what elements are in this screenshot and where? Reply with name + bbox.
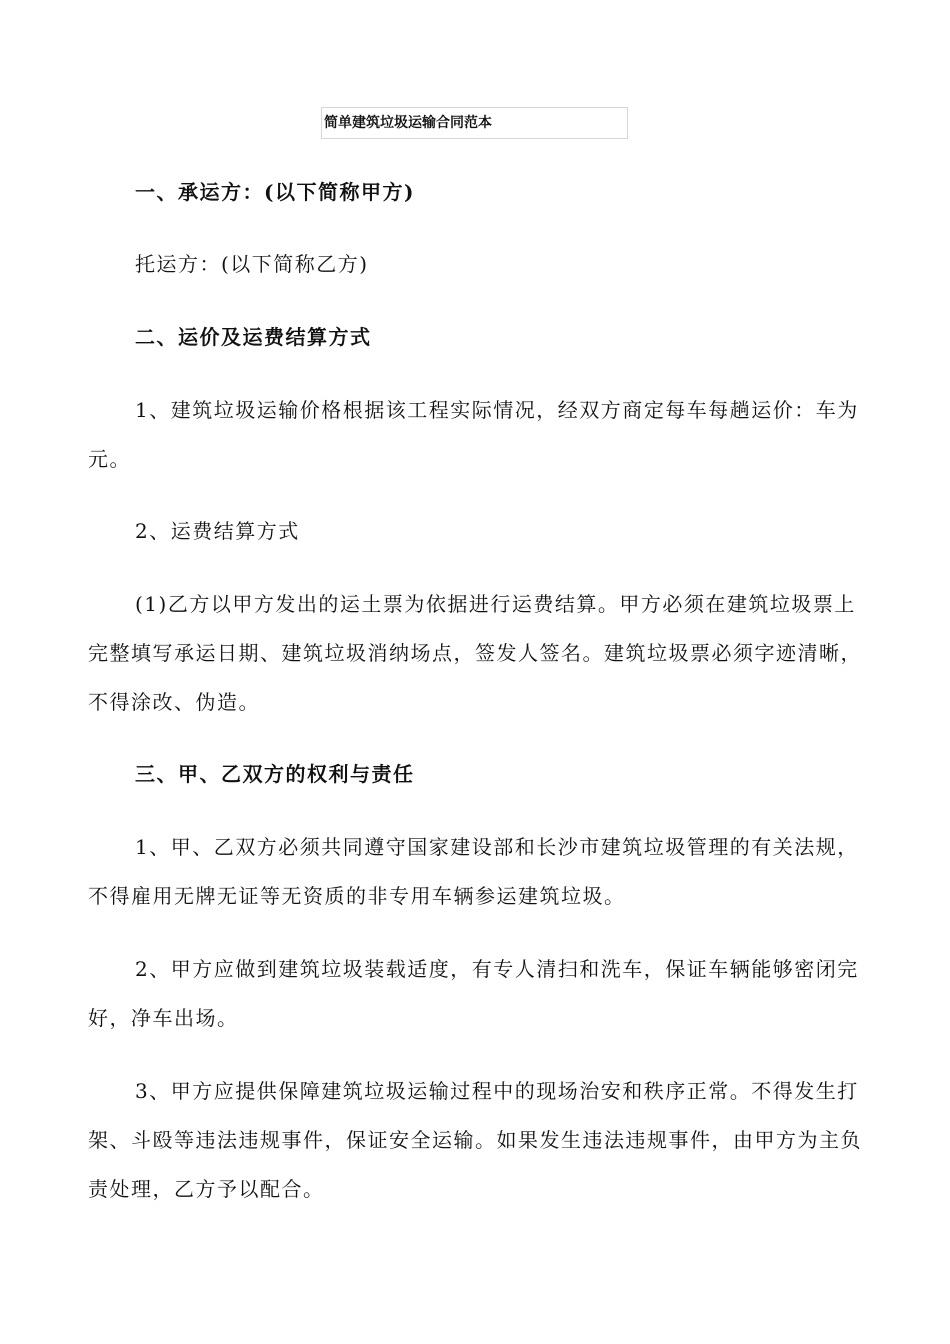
paragraph-settlement-method: 2、运费结算方式 xyxy=(135,519,300,543)
document-title: 简单建筑垃圾运输合同范本 xyxy=(321,107,628,139)
section-heading-3: 三、甲、乙双方的权利与责任 xyxy=(135,762,415,786)
paragraph-settlement-detail: (1)乙方以甲方发出的运土票为依据进行运费结算。甲方必须在建筑垃圾票上完整填写承运日期、建筑垃圾消纳场点，签发人签名。建筑垃圾票必须字迹清晰，不得涂改、伪造。 xyxy=(88,592,862,714)
section-heading-1: 一、承运方：(以下简称甲方) xyxy=(135,180,415,204)
paragraph-rights-1: 1、甲、乙双方必须共同遵守国家建设部和长沙市建筑垃圾管理的有关法规，不得雇用无牌无证等无资质的非专用车辆参运建筑垃圾。 xyxy=(88,835,859,908)
paragraph-rights-3: 3、甲方应提供保障建筑垃圾运输过程中的现场治安和秩序正常。不得发生打架、斗殴等违法违规事件，保证安全运输。如果发生违法违规事件，由甲方为主负责处理，乙方予以配合。 xyxy=(88,1079,862,1201)
paragraph-rights-2: 2、甲方应做到建筑垃圾装载适度，有专人清扫和洗车，保证车辆能够密闭完好，净车出场。 xyxy=(88,957,859,1030)
paragraph-price: 1、建筑垃圾运输价格根据该工程实际情况，经双方商定每车每趟运价：车为元。 xyxy=(88,398,859,471)
paragraph-shipper: 托运方：(以下简称乙方) xyxy=(135,252,369,276)
section-heading-2: 二、运价及运费结算方式 xyxy=(135,325,372,349)
